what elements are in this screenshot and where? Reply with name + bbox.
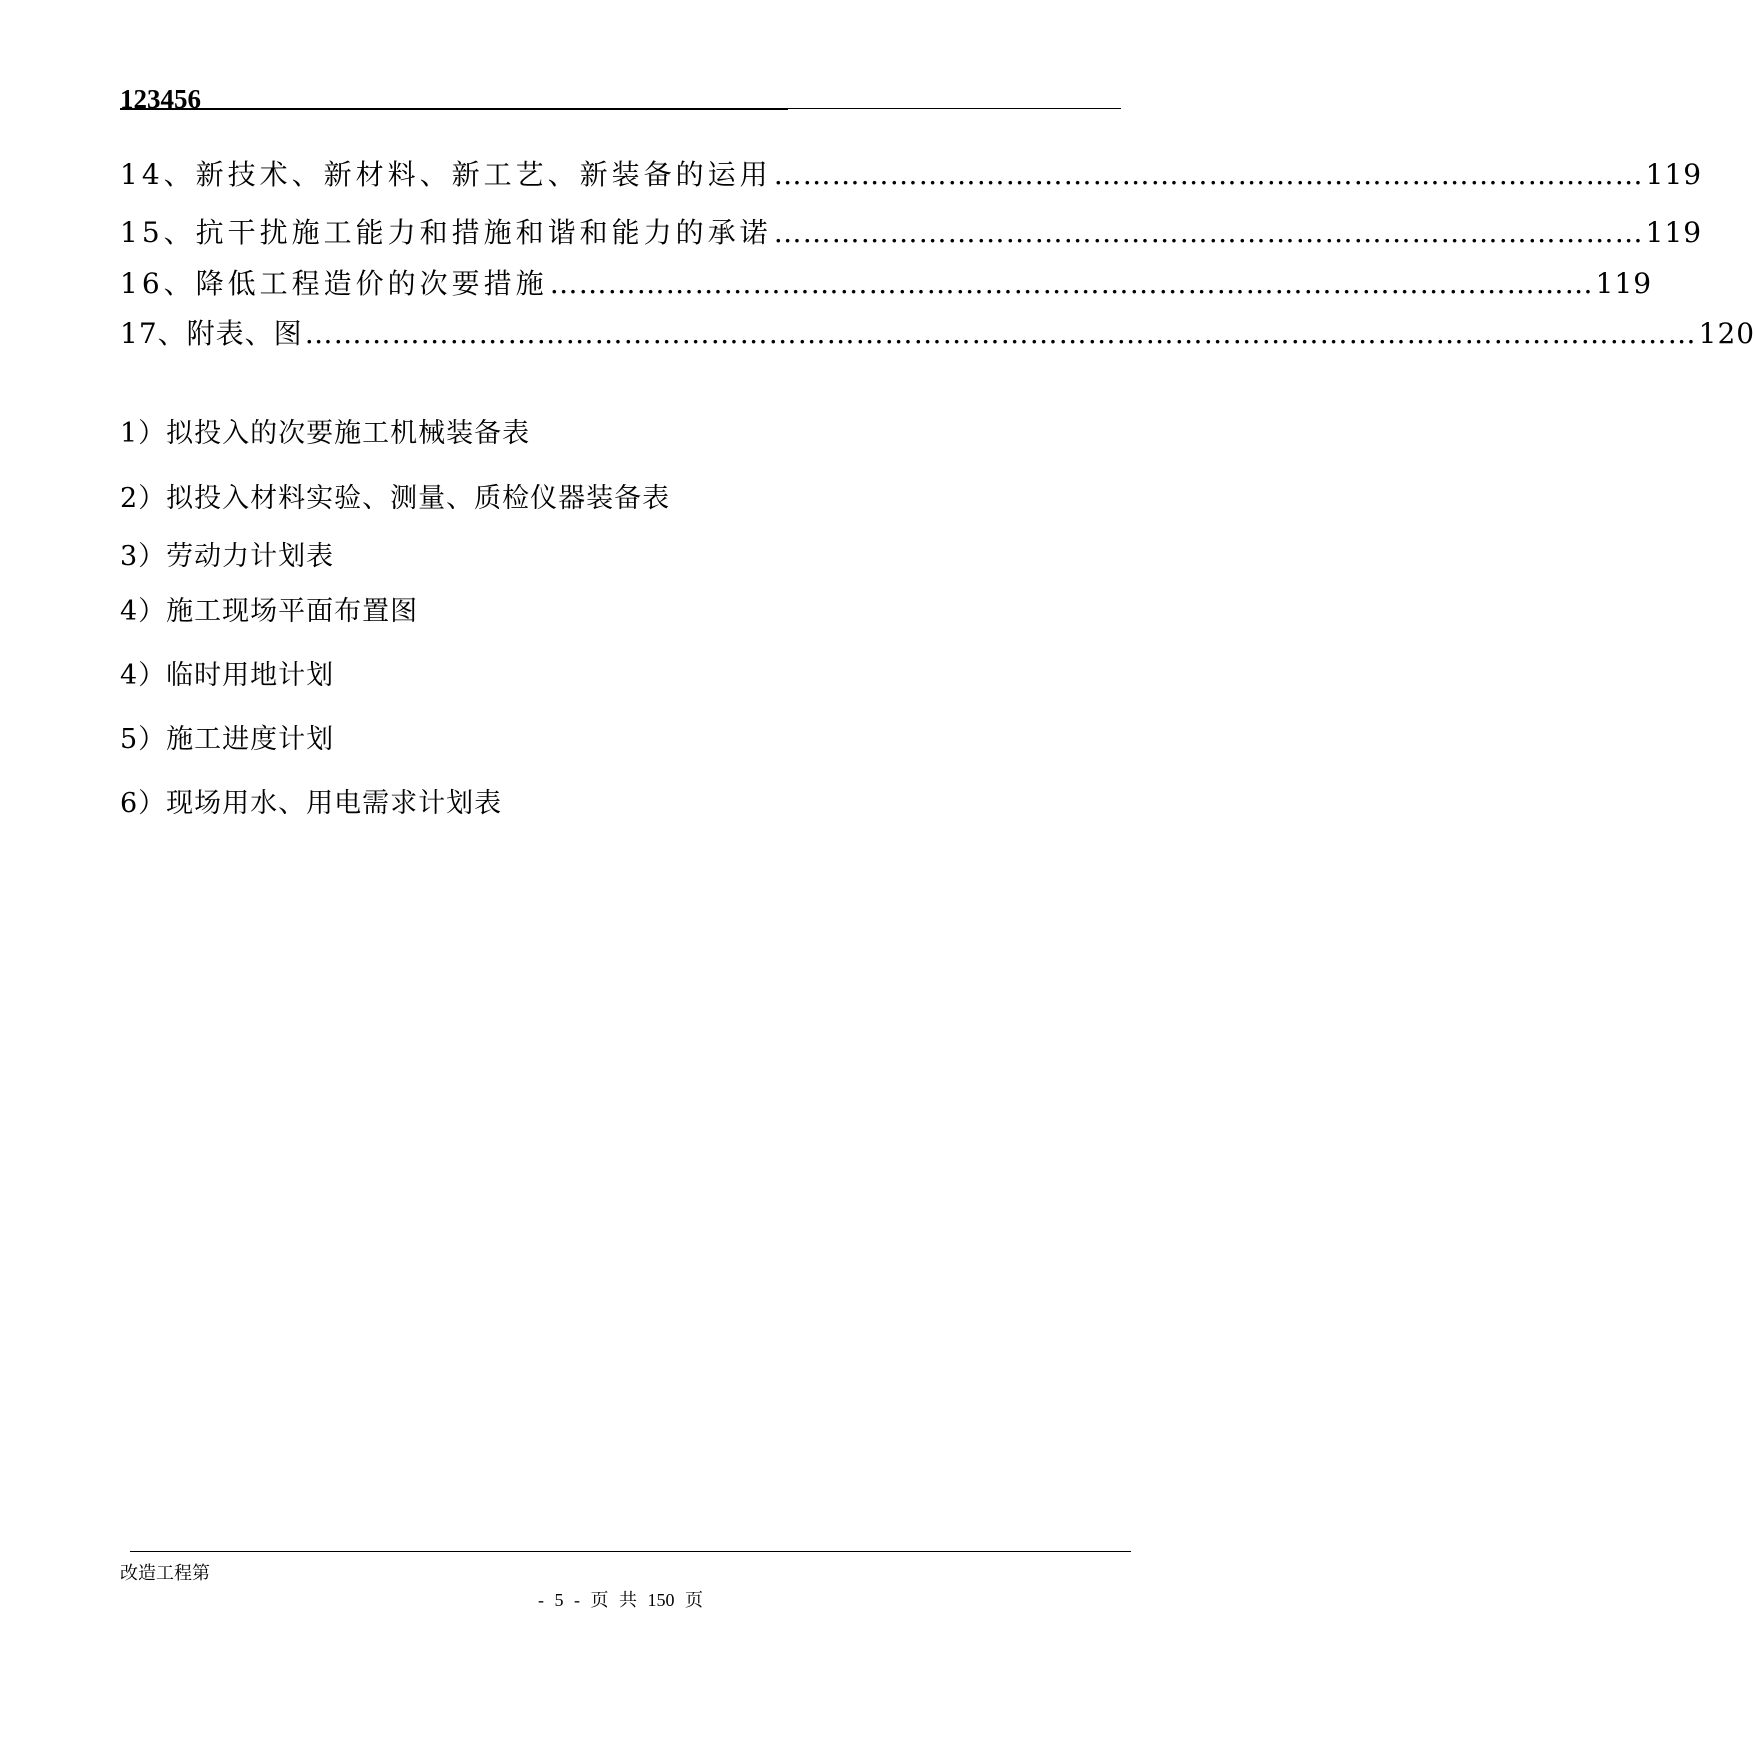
- toc-entry-title: 14、新技术、新材料、新工艺、新装备的运用: [120, 158, 772, 191]
- header-rule: [120, 108, 788, 110]
- toc-entry-17: [120, 315, 1755, 353]
- toc-entry-16: [120, 265, 1653, 303]
- list-item: 6）现场用水、用电需求计划表: [120, 788, 503, 819]
- footer-document-name: 改造工程第: [120, 1563, 210, 1584]
- list-item: 1）拟投入的次要施工机械装备表: [120, 418, 531, 449]
- list-item: 2）拟投入材料实验、测量、质检仪器装备表: [120, 483, 671, 514]
- footer-rule: [130, 1551, 1131, 1552]
- toc-entry-title: 15、抗干扰施工能力和措施和谐和能力的承诺: [120, 216, 772, 249]
- toc-page-number: 119: [1645, 216, 1703, 249]
- toc-page-number: 120: [1698, 317, 1755, 350]
- toc-entry-14: [120, 156, 1703, 194]
- toc-page-number: 119: [1595, 267, 1653, 300]
- toc-dot-leader: ………………………………………………………………………………………………………………………………: [304, 317, 1697, 350]
- toc-dot-leader: ………………………………………………………………………………: [773, 158, 1644, 191]
- toc-page-number: 119: [1645, 158, 1703, 191]
- footer-page-number: - 5 - 页 共 150 页: [538, 1590, 703, 1610]
- header-title: 123456: [120, 84, 201, 114]
- list-item: 5）施工进度计划: [120, 724, 335, 755]
- list-item: 4）临时用地计划: [120, 660, 335, 691]
- toc-dot-leader: ………………………………………………………………………………: [773, 216, 1644, 249]
- header-rule-thin: [788, 108, 1121, 109]
- toc-entry-title: 17、附表、图: [120, 317, 303, 350]
- toc-dot-leader: ………………………………………………………………………………………………: [549, 267, 1594, 300]
- toc-entry-title: 16、降低工程造价的次要措施: [120, 267, 548, 300]
- list-item: 4）施工现场平面布置图: [120, 596, 419, 627]
- list-item: 3）劳动力计划表: [120, 541, 335, 572]
- toc-entry-15: [120, 214, 1703, 252]
